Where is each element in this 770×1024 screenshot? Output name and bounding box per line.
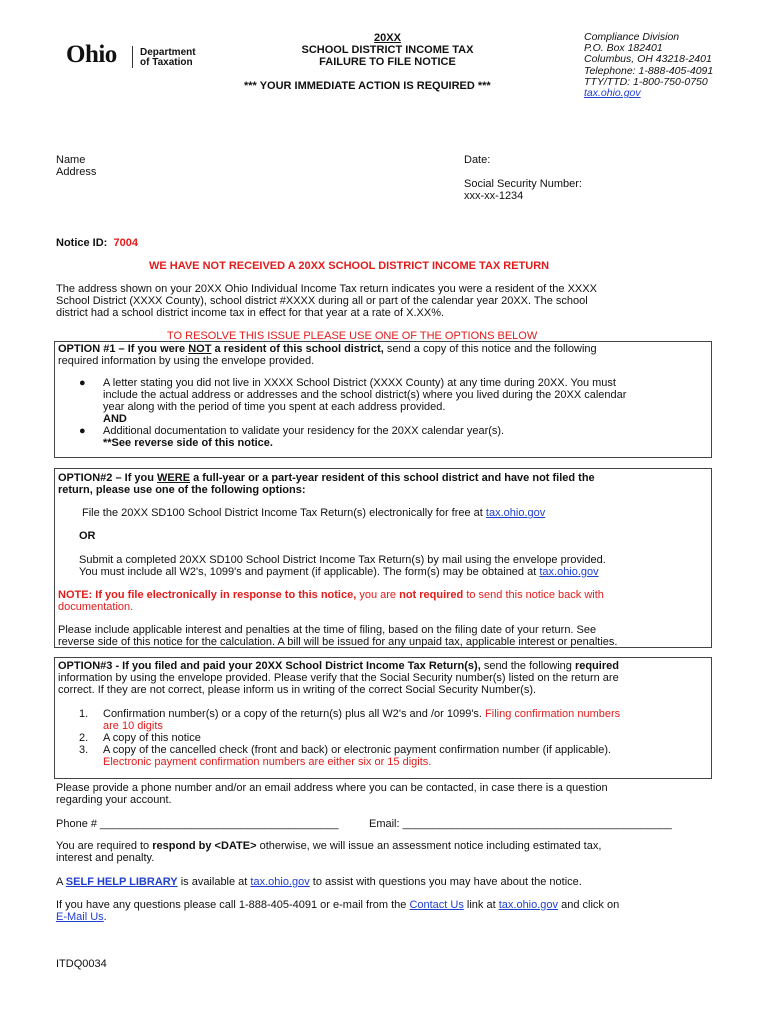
- logo-dept-line1: Department: [140, 47, 196, 58]
- option2-mail-line1: Submit a completed 20XX SD100 School District Income Tax Return(s) by mail using the envelope provided.: [79, 554, 606, 566]
- option3-content: [58, 660, 619, 696]
- self-help-a: A: [56, 876, 66, 888]
- option2-lead-b: a full-year or a part-year resident of this school district and have not filed the: [190, 472, 595, 484]
- self-help-library-link[interactable]: SELF HELP LIBRARY: [65, 876, 178, 888]
- option2-note-line2: documentation.: [58, 601, 134, 613]
- option2-lead-a: OPTION#2 – If you: [58, 472, 158, 484]
- self-help-site-link[interactable]: tax.ohio.gov: [250, 876, 310, 888]
- option2-line2: return, please use one of the following options:: [58, 484, 306, 496]
- bullet-dot-icon: ●: [79, 377, 86, 389]
- resolve-heading: TO RESOLVE THIS ISSUE PLEASE USE ONE OF THE OPTIONS BELOW: [167, 330, 538, 342]
- contact-tty: TTY/TTD: 1-800-750-0750: [584, 75, 708, 88]
- contact-us-link[interactable]: Contact Us: [409, 899, 464, 911]
- self-help-line: [56, 876, 582, 888]
- intro-line: district had a school district income tax in effect for that year at a rate of X.XX%.: [56, 307, 445, 319]
- logo-divider: [132, 46, 133, 68]
- option3-line3: correct. If they are not correct, please inform us in writing of the correct Social Security Number(s).: [58, 684, 537, 696]
- option2-penalty: [58, 624, 617, 648]
- recipient-address: Address: [56, 166, 97, 178]
- contact-block: [584, 32, 713, 99]
- option3-line2: information by using the envelope provided. Please verify that the Social Security number(s) listed on the return are: [58, 672, 619, 684]
- option3-item-number: 3.: [79, 744, 89, 756]
- option2-note-line1: [58, 589, 604, 601]
- option1-see-reverse: **See reverse side of this notice.: [103, 437, 273, 449]
- option1-bullet1-line: year along with the period of time you spent at each address provided.: [103, 401, 446, 413]
- option2-note-d: to send this notice back with: [463, 589, 604, 601]
- questions-d: .: [103, 911, 107, 923]
- option3-list: [58, 708, 708, 768]
- notice-id-value: 7004: [113, 237, 138, 249]
- self-help-c: to assist with questions you may have about the notice.: [309, 876, 582, 888]
- bullet-dot-icon: ●: [79, 425, 86, 437]
- option3-item-1: [58, 708, 708, 732]
- respond-line2: interest and penalty.: [56, 852, 155, 864]
- contact-telephone: Telephone: 1-888-405-4091: [584, 64, 714, 77]
- questions-c: and click on: [558, 899, 620, 911]
- contact-request: [56, 782, 608, 806]
- option2-efile: [82, 507, 545, 519]
- option3-item1-red-a: Filing confirmation numbers: [481, 708, 621, 720]
- option1-and: AND: [103, 413, 127, 425]
- option3-item3-text: A copy of the cancelled check (front and back) or electronic payment confirmation number (if applicable).: [103, 744, 612, 756]
- option2-note-a: NOTE: If you file electronically in response to this notice,: [58, 589, 357, 601]
- contact-po-box: P.O. Box 182401: [584, 42, 663, 55]
- header-year: 20XX: [374, 32, 401, 44]
- header-title-line1: SCHOOL DISTRICT INCOME TAX: [301, 44, 474, 56]
- efile-tax-ohio-link[interactable]: tax.ohio.gov: [485, 507, 546, 519]
- option2-penalty-line2: reverse side of this notice for the calculation. A bill will be issued for any unpaid tax, applicable interest or penalties.: [58, 636, 618, 648]
- logo-dept-line2: of Taxation: [140, 57, 193, 68]
- option2-efile-text: File the 20XX SD100 School District Income Tax Return(s) electronically for free at: [82, 507, 486, 519]
- option1-lead-c: send a copy of this notice and the following: [383, 343, 597, 355]
- self-help-b: is available at: [177, 876, 251, 888]
- questions-site-link[interactable]: tax.ohio.gov: [498, 899, 559, 911]
- option3-item-3: [58, 744, 708, 768]
- intro-line: School District (XXXX County), school district #XXXX during all or part of the calendar year 20XX. The school: [56, 295, 588, 307]
- respond-a: You are required to: [56, 840, 153, 852]
- ssn-block: [464, 178, 582, 202]
- notice-header: [255, 32, 520, 68]
- logo-department: [140, 48, 196, 68]
- option1-lead: [58, 343, 597, 355]
- intro-line: The address shown on your 20XX Ohio Individual Income Tax return indicates you were a resident of the XXXX: [56, 283, 597, 295]
- ssn-value: xxx-xx-1234: [464, 190, 524, 202]
- option2-note: [58, 589, 604, 613]
- option2-content: [58, 472, 595, 496]
- option3-lead-c: required: [574, 660, 619, 672]
- intro-paragraph: [56, 283, 597, 319]
- contact-request-line: regarding your account.: [56, 794, 172, 806]
- questions-b: link at: [463, 899, 499, 911]
- option2-lead: [58, 472, 595, 484]
- option1-lead-a: OPTION #1 – If you were: [58, 343, 189, 355]
- form-code: ITDQ0034: [56, 958, 107, 970]
- option1-lead-b: a resident of this school district,: [211, 343, 384, 355]
- option1-bullet1-line: A letter stating you did not live in XXXX School District (XXXX County) at any time during 20XX. You must: [103, 377, 616, 389]
- option1-bullet2-text: Additional documentation to validate your residency for the 20XX calendar year(s).: [103, 425, 505, 437]
- option2-or: OR: [79, 530, 96, 542]
- option1-content: [58, 343, 597, 367]
- option2-mail: [79, 554, 606, 578]
- respond-deadline: respond by <DATE>: [152, 840, 257, 852]
- option3-lead-b: send the following: [480, 660, 575, 672]
- option3-item-2: [58, 732, 708, 744]
- questions-a: If you have any questions please call 1-888-405-4091 or e-mail from the: [56, 899, 410, 911]
- option3-item3-red: Electronic payment confirmation numbers are either six or 15 digits.: [103, 756, 432, 768]
- option3-item-number: 1.: [79, 708, 89, 720]
- contact-city: Columbus, OH 43218-2401: [584, 53, 712, 66]
- email-us-link[interactable]: E-Mail Us: [56, 911, 104, 923]
- notice-id: [56, 237, 138, 249]
- option2-penalty-line1: Please include applicable interest and penalties at the time of filing, based on the filing date of your return. See: [58, 624, 597, 636]
- action-required: *** YOUR IMMEDIATE ACTION IS REQUIRED ***: [244, 80, 491, 92]
- option3-item-number: 2.: [79, 732, 89, 744]
- questions-paragraph: [56, 899, 619, 923]
- option1-bullets: [58, 377, 626, 449]
- logo-ohio-text: Ohio: [66, 41, 117, 68]
- option2-mail-line2-text: You must include all W2's, 1099's and payment (if applicable). The form(s) may be obtained at: [79, 566, 540, 578]
- option1-line2: required information by using the envelope provided.: [58, 355, 315, 367]
- option1-bullet-1: [58, 377, 626, 425]
- option2-note-b: you are: [356, 589, 400, 601]
- email-field[interactable]: Email: ____________________________________________: [369, 818, 672, 830]
- mail-tax-ohio-link[interactable]: tax.ohio.gov: [539, 566, 599, 578]
- notice-id-label: Notice ID:: [56, 237, 108, 249]
- contact-request-line: Please provide a phone number and/or an email address where you can be contacted, in case there is a question: [56, 782, 608, 794]
- contact-division: Compliance Division: [584, 31, 680, 43]
- option2-note-c: not required: [399, 589, 464, 601]
- headline: WE HAVE NOT RECEIVED A 20XX SCHOOL DISTRICT INCOME TAX RETURN: [149, 260, 550, 272]
- recipient-name: Name: [56, 154, 86, 166]
- option1-bullet-2: [58, 425, 626, 449]
- date-label: Date:: [464, 154, 491, 166]
- respond-c: otherwise, we will issue an assessment notice including estimated tax,: [256, 840, 602, 852]
- option2-mail-line2: [79, 566, 606, 578]
- recipient-block: [56, 154, 96, 178]
- ssn-label: Social Security Number:: [464, 178, 582, 190]
- ohio-logo: [66, 41, 216, 70]
- option3-item2-text: A copy of this notice: [103, 732, 201, 744]
- option1-lead-not: NOT: [188, 343, 212, 355]
- option3-lead: [58, 660, 619, 672]
- option1-bullet1-line: include the actual address or addresses and the school district(s) where you lived during the 20XX calendar: [103, 389, 627, 401]
- option3-item1-red-b: are 10 digits: [103, 720, 163, 732]
- option3-item1-text: Confirmation number(s) or a copy of the return(s) plus all W2's and /or 1099's.: [103, 708, 482, 720]
- option3-lead-a: OPTION#3 - If you filed and paid your 20XX School District Income Tax Return(s),: [58, 660, 481, 672]
- contact-website-link[interactable]: tax.ohio.gov: [584, 87, 641, 100]
- respond-paragraph: [56, 840, 601, 864]
- option2-lead-were: WERE: [157, 472, 191, 484]
- header-title-line2: FAILURE TO FILE NOTICE: [319, 56, 456, 68]
- phone-field[interactable]: Phone # _______________________________________: [56, 818, 339, 830]
